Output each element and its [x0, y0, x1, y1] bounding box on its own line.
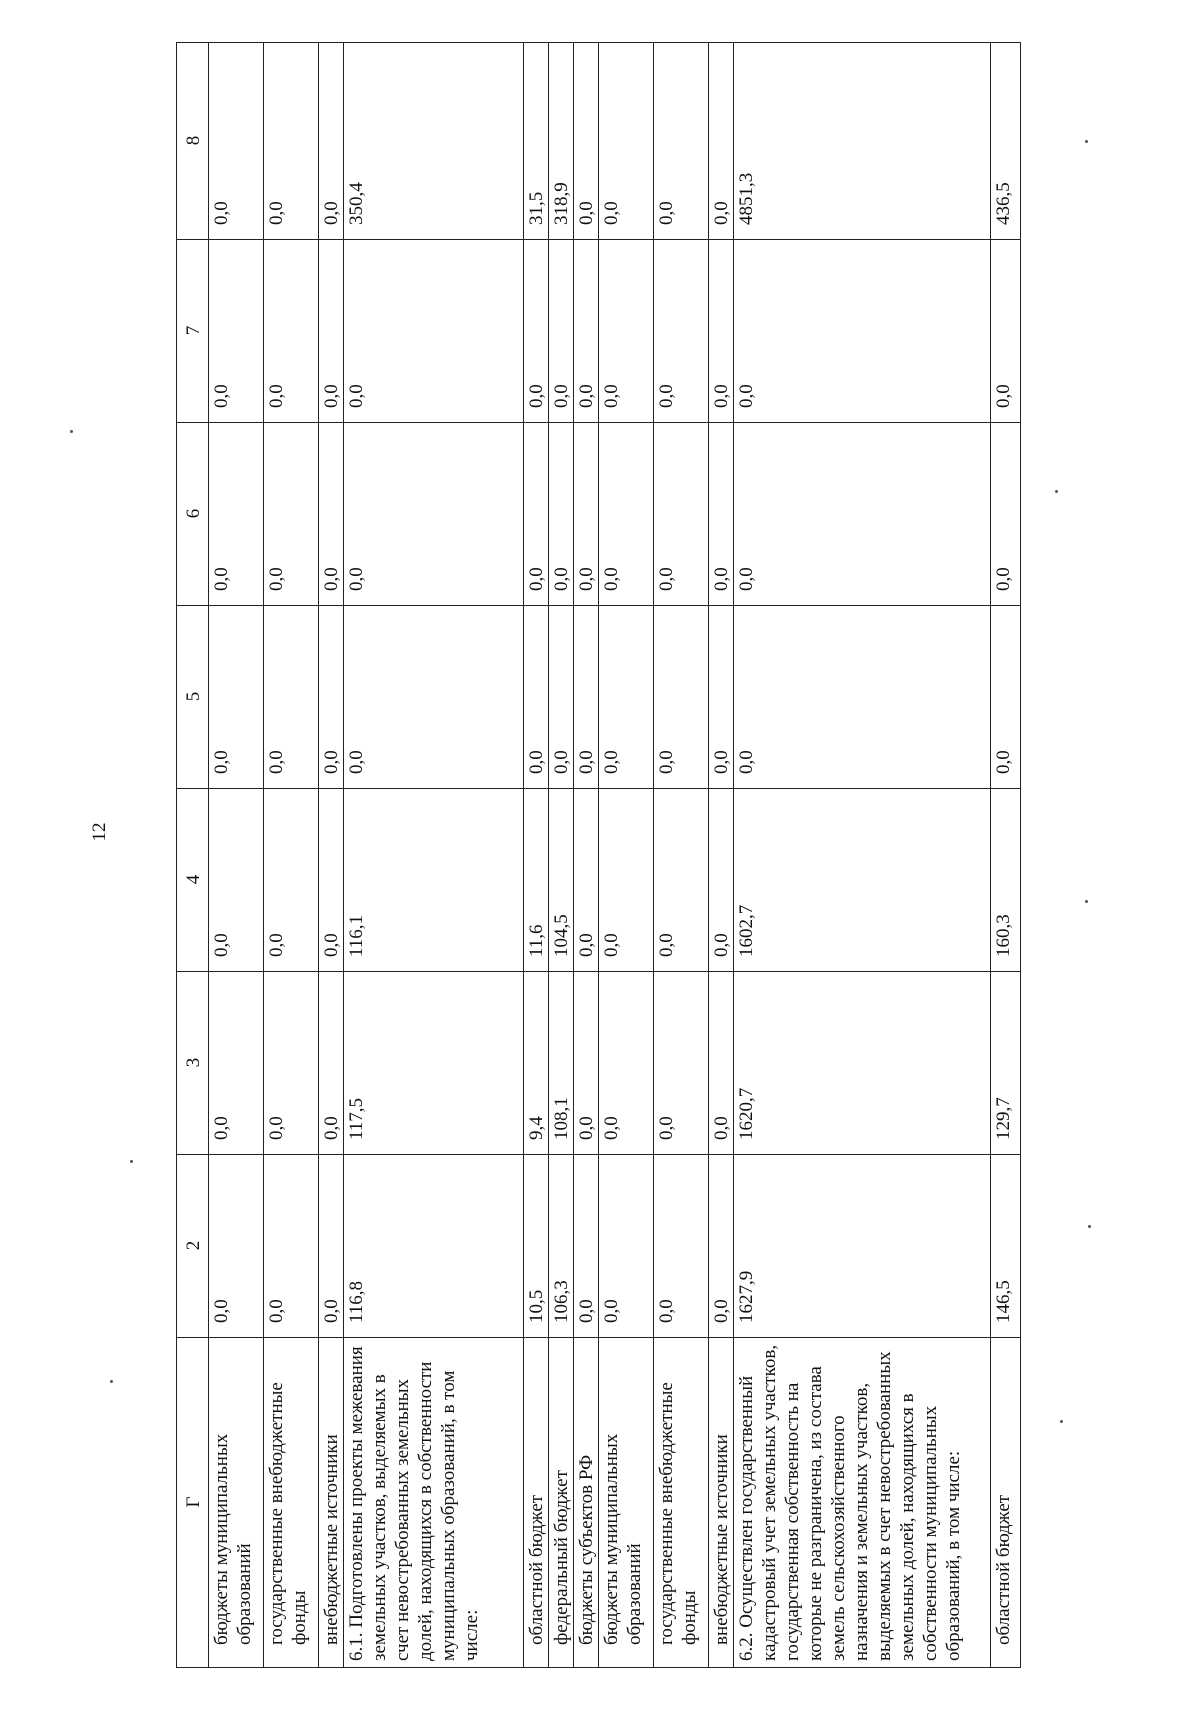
value-cell: 0,0: [264, 423, 319, 606]
value-cell: 0,0: [574, 1155, 599, 1338]
row-label: внебюджетные источники: [709, 1338, 734, 1668]
value-cell: 0,0: [264, 240, 319, 423]
value-cell: 0,0: [209, 606, 264, 789]
value-cell: 0,0: [574, 43, 599, 240]
value-cell: 0,0: [574, 240, 599, 423]
value-cell: 0,0: [524, 606, 549, 789]
rotated-table-wrapper: [176, 43, 1081, 1668]
value-cell: 0,0: [209, 240, 264, 423]
value-cell: 0,0: [524, 423, 549, 606]
value-cell: 0,0: [264, 43, 319, 240]
value-cell: 0,0: [709, 1155, 734, 1338]
value-cell: 108,1: [549, 972, 574, 1155]
value-cell: 0,0: [599, 1155, 654, 1338]
value-cell: 350,4: [344, 43, 524, 240]
scan-speck: [1055, 490, 1058, 493]
value-cell: 0,0: [574, 606, 599, 789]
value-cell: 0,0: [319, 606, 344, 789]
value-cell: 0,0: [319, 423, 344, 606]
value-cell: 129,7: [991, 972, 1021, 1155]
table-row: [264, 43, 319, 1668]
value-cell: 0,0: [991, 423, 1021, 606]
value-cell: 0,0: [734, 423, 991, 606]
value-cell: 160,3: [991, 789, 1021, 972]
value-cell: 0,0: [209, 972, 264, 1155]
scan-speck: [1060, 1420, 1063, 1423]
table-row: [709, 43, 734, 1668]
scan-speck: [1085, 900, 1088, 903]
scan-speck: [1088, 1225, 1091, 1228]
value-cell: 116,8: [344, 1155, 524, 1338]
value-cell: 0,0: [599, 606, 654, 789]
value-cell: 0,0: [709, 972, 734, 1155]
value-cell: 0,0: [344, 423, 524, 606]
value-cell: 0,0: [599, 972, 654, 1155]
value-cell: 0,0: [549, 240, 574, 423]
value-cell: 11,6: [524, 789, 549, 972]
row-label: внебюджетные источники: [319, 1338, 344, 1668]
column-header: 4: [177, 789, 209, 972]
table-row: [654, 43, 709, 1668]
value-cell: 0,0: [654, 240, 709, 423]
value-cell: 9,4: [524, 972, 549, 1155]
value-cell: 0,0: [209, 1155, 264, 1338]
table-row: [344, 43, 524, 1668]
table-body: [177, 43, 1021, 1668]
scan-speck: [70, 430, 73, 433]
value-cell: 117,5: [344, 972, 524, 1155]
value-cell: 0,0: [991, 240, 1021, 423]
table-row: [319, 43, 344, 1668]
header-row: [177, 43, 209, 1668]
table-row: [574, 43, 599, 1668]
column-header: 2: [177, 1155, 209, 1338]
value-cell: 0,0: [599, 789, 654, 972]
value-cell: 0,0: [709, 240, 734, 423]
row-label: бюджеты субъектов РФ: [574, 1338, 599, 1668]
value-cell: 0,0: [209, 789, 264, 972]
page-number: 12: [89, 822, 110, 842]
column-header: 8: [177, 43, 209, 240]
value-cell: 0,0: [709, 43, 734, 240]
value-cell: 0,0: [549, 606, 574, 789]
value-cell: 0,0: [654, 972, 709, 1155]
value-cell: 0,0: [734, 606, 991, 789]
value-cell: 4851,3: [734, 43, 991, 240]
value-cell: 0,0: [264, 1155, 319, 1338]
value-cell: 0,0: [654, 606, 709, 789]
value-cell: 0,0: [709, 423, 734, 606]
value-cell: 10,5: [524, 1155, 549, 1338]
value-cell: 104,5: [549, 789, 574, 972]
value-cell: 116,1: [344, 789, 524, 972]
table-row: [734, 43, 991, 1668]
value-cell: 318,9: [549, 43, 574, 240]
value-cell: 0,0: [654, 423, 709, 606]
value-cell: 0,0: [344, 240, 524, 423]
row-label: областной бюджет: [991, 1338, 1021, 1668]
value-cell: 0,0: [209, 43, 264, 240]
value-cell: 0,0: [709, 606, 734, 789]
column-header: 6: [177, 423, 209, 606]
row-label: бюджеты муниципальных образований: [209, 1338, 264, 1668]
value-cell: 0,0: [264, 606, 319, 789]
value-cell: 0,0: [319, 789, 344, 972]
value-cell: 436,5: [991, 43, 1021, 240]
value-cell: 0,0: [264, 972, 319, 1155]
value-cell: 0,0: [654, 789, 709, 972]
value-cell: 0,0: [599, 43, 654, 240]
row-label: 6.2. Осуществлен государственный кадастровый учет земельных участков, государственная собственность на которые не разграничена, из состава земель сельскохозяйственного назначения и земельных участков, выделяемых в счет невостребованных земельных долей, находящихся в собственности муниципальных образований, в том числе:: [734, 1338, 991, 1668]
value-cell: 31,5: [524, 43, 549, 240]
column-header: 7: [177, 240, 209, 423]
row-label: государственные внебюджетные фонды: [264, 1338, 319, 1668]
value-cell: 106,3: [549, 1155, 574, 1338]
value-cell: 1620,7: [734, 972, 991, 1155]
scan-speck: [1085, 140, 1088, 143]
table-row: [549, 43, 574, 1668]
column-header: 5: [177, 606, 209, 789]
value-cell: 0,0: [734, 240, 991, 423]
column-header: 3: [177, 972, 209, 1155]
value-cell: 0,0: [991, 606, 1021, 789]
value-cell: 0,0: [599, 240, 654, 423]
value-cell: 0,0: [319, 43, 344, 240]
value-cell: 0,0: [654, 43, 709, 240]
table-row: [599, 43, 654, 1668]
value-cell: 0,0: [574, 423, 599, 606]
value-cell: 0,0: [319, 972, 344, 1155]
column-header: Г: [177, 1338, 209, 1668]
table-row: [209, 43, 264, 1668]
row-label: государственные внебюджетные фонды: [654, 1338, 709, 1668]
value-cell: 0,0: [654, 1155, 709, 1338]
value-cell: 0,0: [344, 606, 524, 789]
value-cell: 0,0: [599, 423, 654, 606]
value-cell: 0,0: [574, 972, 599, 1155]
table-row: [524, 43, 549, 1668]
table-row: [991, 43, 1021, 1668]
scan-speck: [130, 1160, 133, 1163]
value-cell: 0,0: [319, 240, 344, 423]
row-label: федеральный бюджет: [549, 1338, 574, 1668]
value-cell: 0,0: [264, 789, 319, 972]
row-label: 6.1. Подготовлены проекты межевания земельных участков, выделяемых в счет невостребованных земельных долей, находящихся в собственности муниципальных образований, в том числе:: [344, 1338, 524, 1668]
budget-table: [176, 42, 1021, 1668]
scan-speck: [110, 1380, 113, 1383]
value-cell: 0,0: [209, 423, 264, 606]
value-cell: 0,0: [549, 423, 574, 606]
value-cell: 0,0: [709, 789, 734, 972]
value-cell: 0,0: [574, 789, 599, 972]
value-cell: 1627,9: [734, 1155, 991, 1338]
row-label: областной бюджет: [524, 1338, 549, 1668]
row-label: бюджеты муниципальных образований: [599, 1338, 654, 1668]
value-cell: 0,0: [319, 1155, 344, 1338]
value-cell: 1602,7: [734, 789, 991, 972]
value-cell: 146,5: [991, 1155, 1021, 1338]
value-cell: 0,0: [524, 240, 549, 423]
